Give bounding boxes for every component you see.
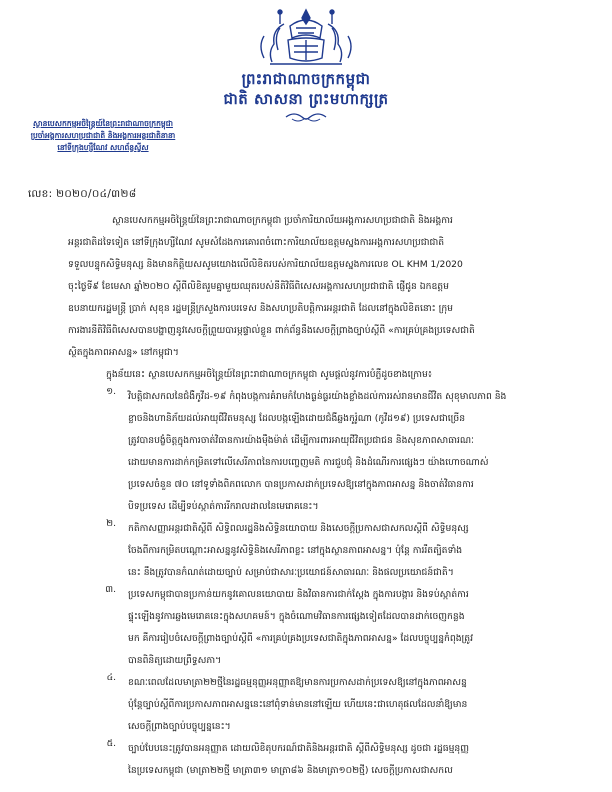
intro-paragraph — [68, 210, 588, 364]
text-line: បិទប្រទេស ដើម្បីទប់ស្កាត់ការរីករាលដាលនៃមេរោគនេះ។ — [128, 501, 319, 512]
letter-body — [68, 210, 588, 782]
text-line: ខ្លាចនិងហានិភ័យដល់អាយុជីវិតមនុស្ស ដែលបង្កឡើងដោយជំងឺឆ្លងកូរ៉ូណា (កូវីដ១៩) ប្រទេសជាច្រើន — [128, 413, 466, 424]
text-line: មក គឺការរៀបចំសេចក្តីព្រាងច្បាប់ស្តីពី «ការគ្រប់គ្រងប្រទេសជាតិក្នុងភាពអាសន្ន» ដែលបច្ចុប្បន្នកំពុងត្រូវ — [128, 633, 474, 644]
text-line: ការងារនីតិវិធីពិសេសបានបង្ហាញនូវសេចក្តីព្រួយបារម្ភផ្ទាល់ខ្លួន ពាក់ព័ន្ធនឹងសេចក្តីព្រាងច្បាប់ស្តីពី «ការគ្រប់គ្រងប្រទេសជាតិ — [68, 325, 475, 336]
text-line: ប្រទេសកម្ពុជាបានប្រកាន់យកនូវគោលនយោបាយ និងវិធានការជាក់ស្តែង ក្នុងការបង្ការ និងទប់ស្កាត់ការ — [128, 589, 469, 600]
text-line: ចែងពីការកម្រិតបណ្តោះអាសន្ននូវសិទ្ធិនិងសេរីភាពខ្លះ នៅក្នុងស្ថានភាពអាសន្ន។ ប៉ុន្តែ ការរឹតត្បិតទាំង — [128, 545, 463, 556]
list-item — [68, 584, 588, 672]
text-line: ចុះថ្ងៃទី៩ ខែមេសា ឆ្នាំ២០២០ ស្តីពីលិខិតរួមគ្នាមួយឈុតរបស់នីតិវិធីពិសេសអង្គការសហប្រជាជាតិ ផ្ញើជូន ឯកឧត្តម — [68, 281, 449, 292]
text-line: ខណៈពេលដែលមាត្រា២២ថ្មីនៃរដ្ឋធម្មនុញ្ញអនុញ្ញាតឱ្យមានការប្រកាសដាក់ប្រទេសឱ្យនៅក្នុងភាពអាសន្ន — [128, 677, 467, 688]
item-number: ២. — [106, 518, 116, 529]
text-line: នេះ នឹងត្រូវបានកំណត់ដោយច្បាប់ សម្រាប់ជាសារៈប្រយោជន៍សាធារណៈ និងផលប្រយោជន៍ជាតិ។ — [128, 567, 454, 578]
embassy-line: ស្ថានបេសកកម្មអចិន្ត្រៃយ៍នៃព្រះរាជាណាចក្រកម្ពុជា — [33, 119, 173, 128]
reference-number: លេខ: ២០២០/០៤/៣២៨ — [28, 188, 137, 200]
kingdom-title: ព្រះរាជាណាចក្រកម្ពុជា — [241, 70, 371, 88]
text-line: បានពិនិត្យដោយព្រឹទ្ធសភា។ — [128, 655, 222, 666]
text-line: ត្រូវបានបង្ខំចិត្តក្នុងការចាត់វិធានការយ៉ាងម៉ឺងម៉ាត់ ដើម្បីការពារអាយុជីវិតប្រជាជន និងសុខភាពសាធារណៈ — [128, 435, 474, 446]
text-line: ឧបនាយករដ្ឋមន្ត្រី ប្រាក់ សុខុន រដ្ឋមន្ត្រីក្រសួងការបរទេស និងសហប្រតិបត្តិការអន្តរជាតិ ដែលនៅក្នុងលិខិតនោះ ក្រុម — [68, 303, 453, 314]
embassy-line: នៅទីក្រុងហ្សឺណែវ សហព័ន្ធស្វីស — [57, 143, 149, 152]
text-line: ស្ថិតក្នុងភាពអាសន្ន» នៅកម្ពុជា។ — [68, 347, 179, 358]
item-number: ៤. — [106, 672, 116, 683]
text-line: នៃប្រទេសកម្ពុជា (មាត្រា២២ថ្មី មាត្រា៣១ មាត្រា៨៦ និងមាត្រា១០២ថ្មី) សេចក្តីប្រកាសជាសកល — [128, 765, 453, 776]
text-line: ច្បាប់បែបនេះត្រូវបានអនុញ្ញាត ដោយលិខិតុបករណ៍ជាតិនិងអន្តរជាតិ ស្តីពីសិទ្ធិមនុស្ស ដូចជា រដ្ឋធម្មនុញ្ញ — [128, 743, 470, 754]
list-item — [68, 738, 588, 782]
text-line: អន្តរជាតិដទៃទៀត នៅទីក្រុងហ្សឺណែវ សូមសំដែងការគោរពចំពោះការិយាល័យឧត្តមស្នងការអង្គការសហប្រជាជាតិ — [68, 237, 445, 248]
text-line: ទទួលបន្ទុកសិទ្ធិមនុស្ស និងមានកិត្តិយសសូមយោងលើលិខិតរបស់ការិយាល័យឧត្តមស្នងការលេខ OL KHM 1/2020 — [68, 259, 463, 270]
list-item — [68, 386, 588, 518]
text-line: សេចក្តីព្រាងច្បាប់បច្ចុប្បន្ននេះ។ — [128, 721, 231, 732]
text-line: កតិកាសញ្ញាអន្តរជាតិស្តីពី សិទ្ធិពលរដ្ឋនិងសិទ្ធិនយោបាយ និងសេចក្តីប្រកាសជាសកលស្តីពី សិទ្ធិមនុស្ស — [128, 523, 469, 534]
embassy-line: ប្រចាំអង្គការសហប្រជាជាតិ និងអង្គការអន្តរជាតិនានា — [30, 131, 176, 140]
item-number: ៣. — [105, 584, 116, 595]
list-item — [68, 672, 588, 738]
national-motto: ជាតិ សាសនា ព្រះមហាក្សត្រ — [223, 90, 389, 108]
item-number: ១. — [106, 386, 116, 397]
text-line: ផ្ទុះឡើងនូវការឆ្លងមេរោគនេះក្នុងសហគមន៍។ ក្នុងចំណោមវិធានការផ្សេងទៀតដែលបានដាក់ចេញកន្លង — [128, 611, 465, 622]
embassy-header — [6, 118, 200, 154]
text-line: ប្រទេសចំនួន ៧០ នៅទូទាំងពិភពលោក បានប្រកាសដាក់ប្រទេសឱ្យនៅក្នុងភាពអាសន្ន និងចាត់វិធានការ — [128, 479, 474, 490]
ornament-divider-icon — [284, 111, 328, 123]
royal-emblem-icon — [250, 6, 362, 68]
text-line: វិបត្តិជាសកលនៃជំងឺកូវីដ-១៩ កំពុងបង្កការគំរាមកំហែងធ្ងន់ធ្ងរយ៉ាងខ្លាំងដល់ការរស់រានមានជីវិត សុខុមាលភាព និង — [128, 391, 507, 402]
clarification-intro: ក្នុងន័យនេះ ស្ថានបេសកកម្មអចិន្ត្រៃយ៍នៃព្រះរាជាណាចក្រកម្ពុជា សូមផ្តល់នូវការបំភ្លឺដូចខាងក្រោម៖ — [106, 369, 432, 380]
text-line: ស្ថានបេសកកម្មអចិន្ត្រៃយ៍នៃព្រះរាជាណាចក្រកម្ពុជា ប្រចាំការិយាល័យអង្គការសហប្រជាជាតិ និងអង្គការ — [112, 215, 453, 226]
text-line: ប៉ុន្តែច្បាប់ស្តីពីការប្រកាសភាពអាសន្ននេះនៅពុំទាន់មាននៅឡើយ ហើយនេះជាហេតុផលដែលនាំឱ្យមាន — [128, 699, 468, 710]
list-item — [68, 518, 588, 584]
text-line: ដោយមានការដាក់កម្រិតទៅលើសេរីភាពនៃការបញ្ចេញមតិ ការជួបជុំ និងដំណើរការផ្សេងៗ យ៉ាងហោចណាស់ — [128, 457, 489, 468]
item-number: ៥. — [106, 738, 116, 749]
